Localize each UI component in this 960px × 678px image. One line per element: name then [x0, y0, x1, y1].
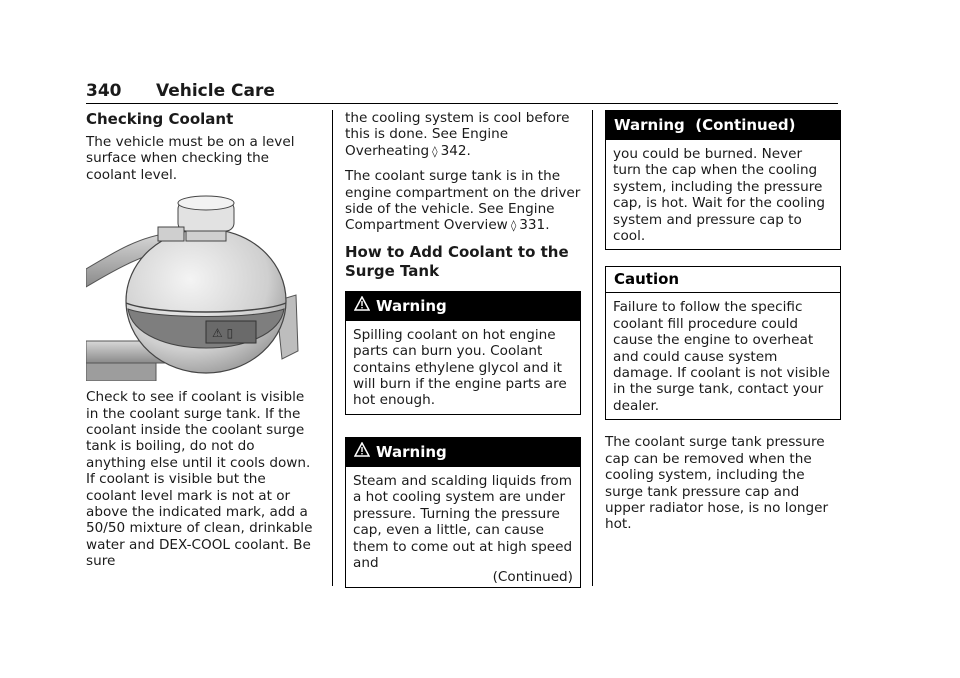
continued-text: the cooling system is cool before this is done. See Engine Overheating: [345, 110, 570, 159]
warning-title: Warning: [376, 296, 447, 315]
warning-body: [346, 467, 580, 587]
warning-triangle-icon: [354, 292, 370, 321]
reference-arrow-icon: ◊: [432, 144, 438, 158]
heading-checking-coolant: Checking Coolant: [86, 110, 234, 128]
continued-paragraph: [345, 110, 581, 160]
warning-box: [345, 291, 581, 415]
warning-triangle-icon: [354, 438, 370, 467]
caution-box: [605, 266, 841, 420]
warning-text: Spilling coolant on hot engine parts can burn you. Coolant contains ethylene glycol and it will burn if the engine parts are hot enough.: [353, 326, 567, 409]
surge-tank-text: The coolant surge tank is in the engine compartment on the driver side of the vehicle. See Engine Compartment Overview: [345, 168, 581, 234]
page-number: 340: [86, 81, 122, 101]
svg-text:⚠ ▯: ⚠ ▯: [212, 326, 234, 341]
warning-title: Warning: [376, 442, 447, 461]
intro-paragraph: The vehicle must be on a level surface when checking the coolant level.: [86, 134, 295, 183]
closing-paragraph: The coolant surge tank pressure cap can be removed when the cooling system, including the surge tank pressure cap and upper radiator hose, is no longer hot.: [605, 434, 829, 533]
column-1: [86, 110, 318, 578]
continued-label: (Continued): [492, 569, 573, 586]
warning-header: [346, 438, 580, 467]
caution-header: Caution: [606, 267, 840, 293]
section-title: Vehicle Care: [156, 81, 275, 101]
coolant-surge-tank-illustration: [86, 191, 308, 381]
warning-continued-box: [605, 110, 841, 250]
check-paragraph: Check to see if coolant is visible in the coolant surge tank. If the coolant inside the coolant surge tank is boiling, do not do anything else until it cools down. If coolant is visible but the coolant level mark is not at or above the indicated mark, add a 50/50 mixture of clean, drinkable water and DEX-COOL coolant. Be sure: [86, 389, 313, 570]
warning-continued-header: Warning (Continued): [606, 111, 840, 140]
column-3: [605, 110, 841, 541]
page-reference-link[interactable]: 342.: [440, 142, 471, 159]
warning-box: [345, 437, 581, 588]
warning-header: [346, 292, 580, 321]
column-2: [345, 110, 581, 602]
warning-continued-text: you could be burned. Never turn the cap when the cooling system, including the pressure cap, is hot. Wait for the cooling system and pressure cap to cool.: [613, 146, 826, 245]
page-header: [86, 81, 838, 104]
heading-add-coolant: How to Add Coolant to the Surge Tank: [345, 242, 569, 280]
column-divider: [332, 110, 333, 586]
surge-tank-location-paragraph: [345, 168, 581, 235]
warning-text: Steam and scalding liquids from a hot cooling system are under pressure. Turning the pressure cap, even a little, can cause them to come out at high speed and: [353, 472, 573, 571]
page-reference-link[interactable]: 331.: [519, 217, 550, 234]
caution-text: Failure to follow the specific coolant fill procedure could cause the engine to overheat and could cause system damage. If coolant is not visible in the surge tank, contact your dealer.: [613, 299, 830, 414]
reference-arrow-icon: ◊: [510, 219, 517, 233]
column-divider: [592, 110, 593, 586]
